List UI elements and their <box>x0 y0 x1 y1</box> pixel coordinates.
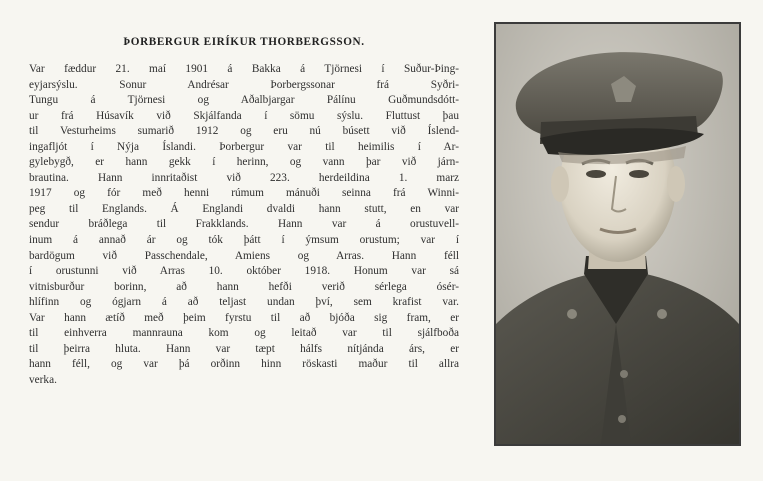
body-line: 1917 og fór með henni rúmum mánuði seinna frá Winni- <box>29 187 459 200</box>
body-line: eyjarsýslu. Sonur Andrésar Þorbergssonar frá Syðri- <box>29 78 459 91</box>
body-line: gylebygð, er hann gekk í herinn, og vann þar við járn- <box>29 156 459 169</box>
body-line: peg til Englands. Á Englandi dvaldi hann stutt, en var <box>29 202 459 215</box>
body-line: hann féll, og var þá orðinn hinn röskasti maður til allra <box>29 358 459 371</box>
body-line: Var hann ætíð með þeim fyrstu til að bjóða sig fram, er <box>29 311 459 324</box>
body-line: Var fæddur 21. maí 1901 á Bakka á Tjörnesi í Suður-Þing- <box>29 63 459 75</box>
body-line: vitnisburður borinn, að hann hefði verið sérlega ósér- <box>29 280 459 293</box>
body-line: til einhverra mannrauna kom og leitað var til sjálfboða <box>29 327 459 340</box>
body-line: inum á annað ár og tók þátt í ýmsum orustum; var í <box>29 234 459 247</box>
article-body <box>29 62 459 388</box>
body-line: bardögum við Passchendale, Amiens og Arras. Hann féll <box>29 249 459 262</box>
body-line: í orustunni við Arras 10. október 1918. Honum var sá <box>29 265 459 278</box>
article-title: ÞORBERGUR EIRÍKUR THORBERGSSON. <box>123 36 365 48</box>
portrait-photo <box>494 22 741 446</box>
body-line: ur frá Húsavík við Skjálfanda í sömu sýslu. Fluttust þau <box>29 109 459 122</box>
body-line: ingafljót í Nýja Íslandi. Þorbergur var til heimilis í Ar- <box>29 140 459 153</box>
soldier-portrait-image <box>496 24 739 444</box>
body-line: verka. <box>29 373 57 386</box>
body-line: sendur bráðlega til Frakklands. Hann var á orustuvell- <box>29 218 459 231</box>
body-line: brautina. Hann innritaðist við 223. herdeildina 1. marz <box>29 171 459 184</box>
body-line: Tungu á Tjörnesi og Aðalbjargar Pálínu Guðmundsdótt- <box>29 94 459 107</box>
body-line: til þeirra hluta. Hann var tæpt hálfs nítjánda árs, er <box>29 342 459 355</box>
body-line: til Vesturheims sumarið 1912 og eru nú búsett við Íslend- <box>29 125 459 138</box>
body-line: hlífinn og ógjarn á að teljast undan því, sem krafist var. <box>29 296 459 309</box>
